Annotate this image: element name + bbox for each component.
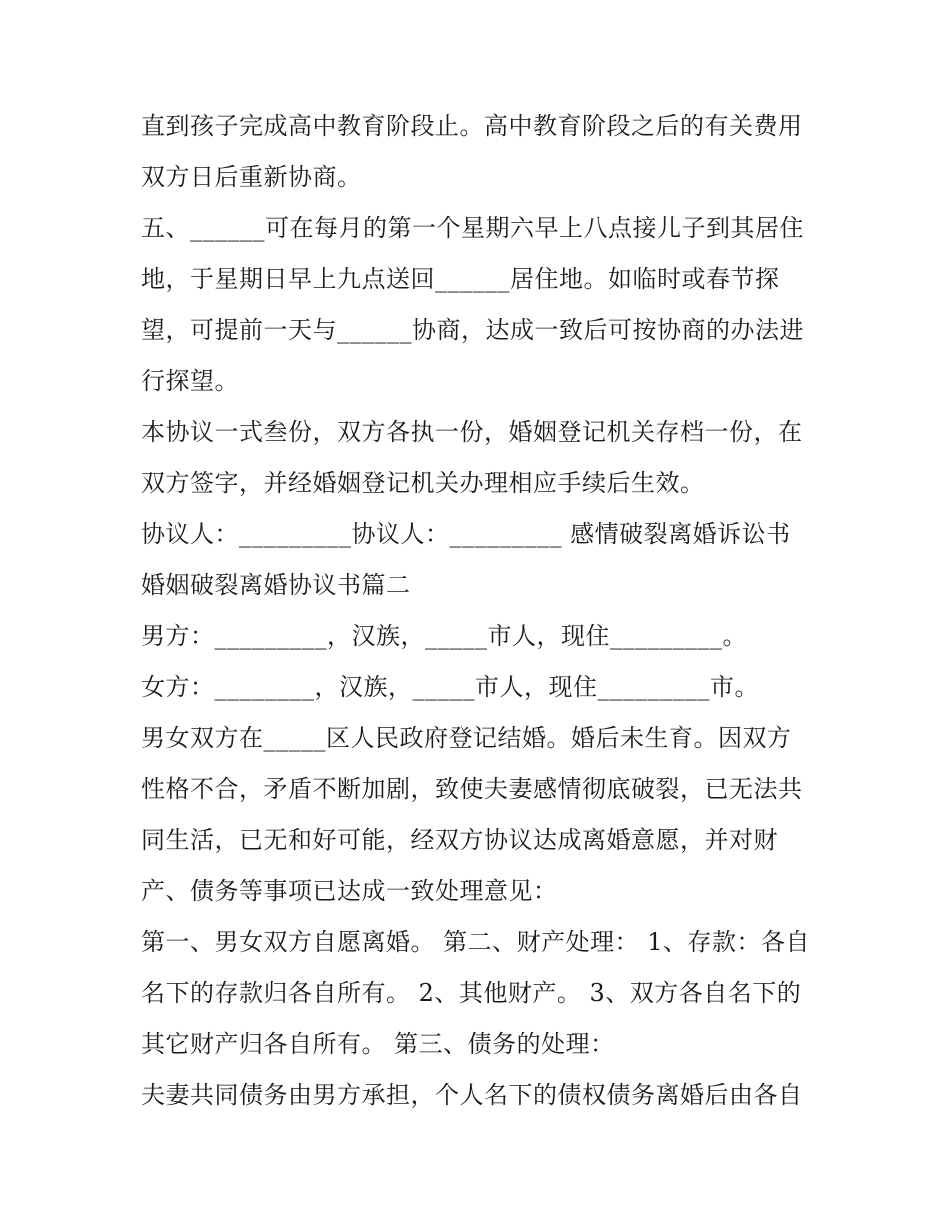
text-line: 地，于星期日早上九点送回______居住地。如临时或春节探: [141, 265, 780, 293]
text-line: 其它财产归各自所有。 第三、债务的处理：: [141, 1030, 615, 1058]
text-line: 协议人：_________协议人：_________ 感情破裂离婚诉讼书: [141, 520, 791, 548]
text-line: 夫妻共同债务由男方承担，个人名下的债权债务离婚后由各自: [141, 1081, 803, 1109]
text-line: 双方日后重新协商。: [141, 163, 362, 191]
text-line: 同生活，已无和好可能，经双方协议达成离婚意愿，并对财: [141, 826, 778, 854]
text-line: 男方：_________，汉族，_____市人，现住_________。: [141, 622, 747, 650]
text-line: 产、债务等事项已达成一致处理意见：: [141, 877, 558, 905]
text-line: 直到孩子完成高中教育阶段止。高中教育阶段之后的有关费用: [141, 112, 803, 140]
document-body: [141, 101, 821, 1121]
text-line: 男女双方在_____区人民政府登记结婚。婚后未生育。因双方: [141, 724, 792, 752]
text-line: 望，可提前一天与______协商，达成一致后可按协商的办法进: [141, 316, 804, 344]
text-line: 女方：________，汉族，_____市人，现住_________市。: [141, 673, 759, 701]
text-line: 性格不合，矛盾不断加剧，致使夫妻感情彻底破裂，已无法共: [141, 775, 803, 803]
text-line: 双方签字，并经婚姻登记机关办理相应手续后生效。: [141, 469, 705, 497]
text-line: 本协议一式叁份，双方各执一份，婚姻登记机关存档一份，在: [141, 418, 803, 446]
text-line: 名下的存款归各自所有。 2、其他财产。 3、双方各自名下的: [141, 979, 802, 1007]
text-line: 五、______可在每月的第一个星期六早上八点接儿子到其居住: [141, 214, 804, 242]
text-line: 行探望。: [141, 367, 239, 395]
text-line: 第一、男女双方自愿离婚。 第二、财产处理： 1、存款：各自: [141, 928, 811, 956]
section-heading: 婚姻破裂离婚协议书篇二: [141, 571, 411, 599]
